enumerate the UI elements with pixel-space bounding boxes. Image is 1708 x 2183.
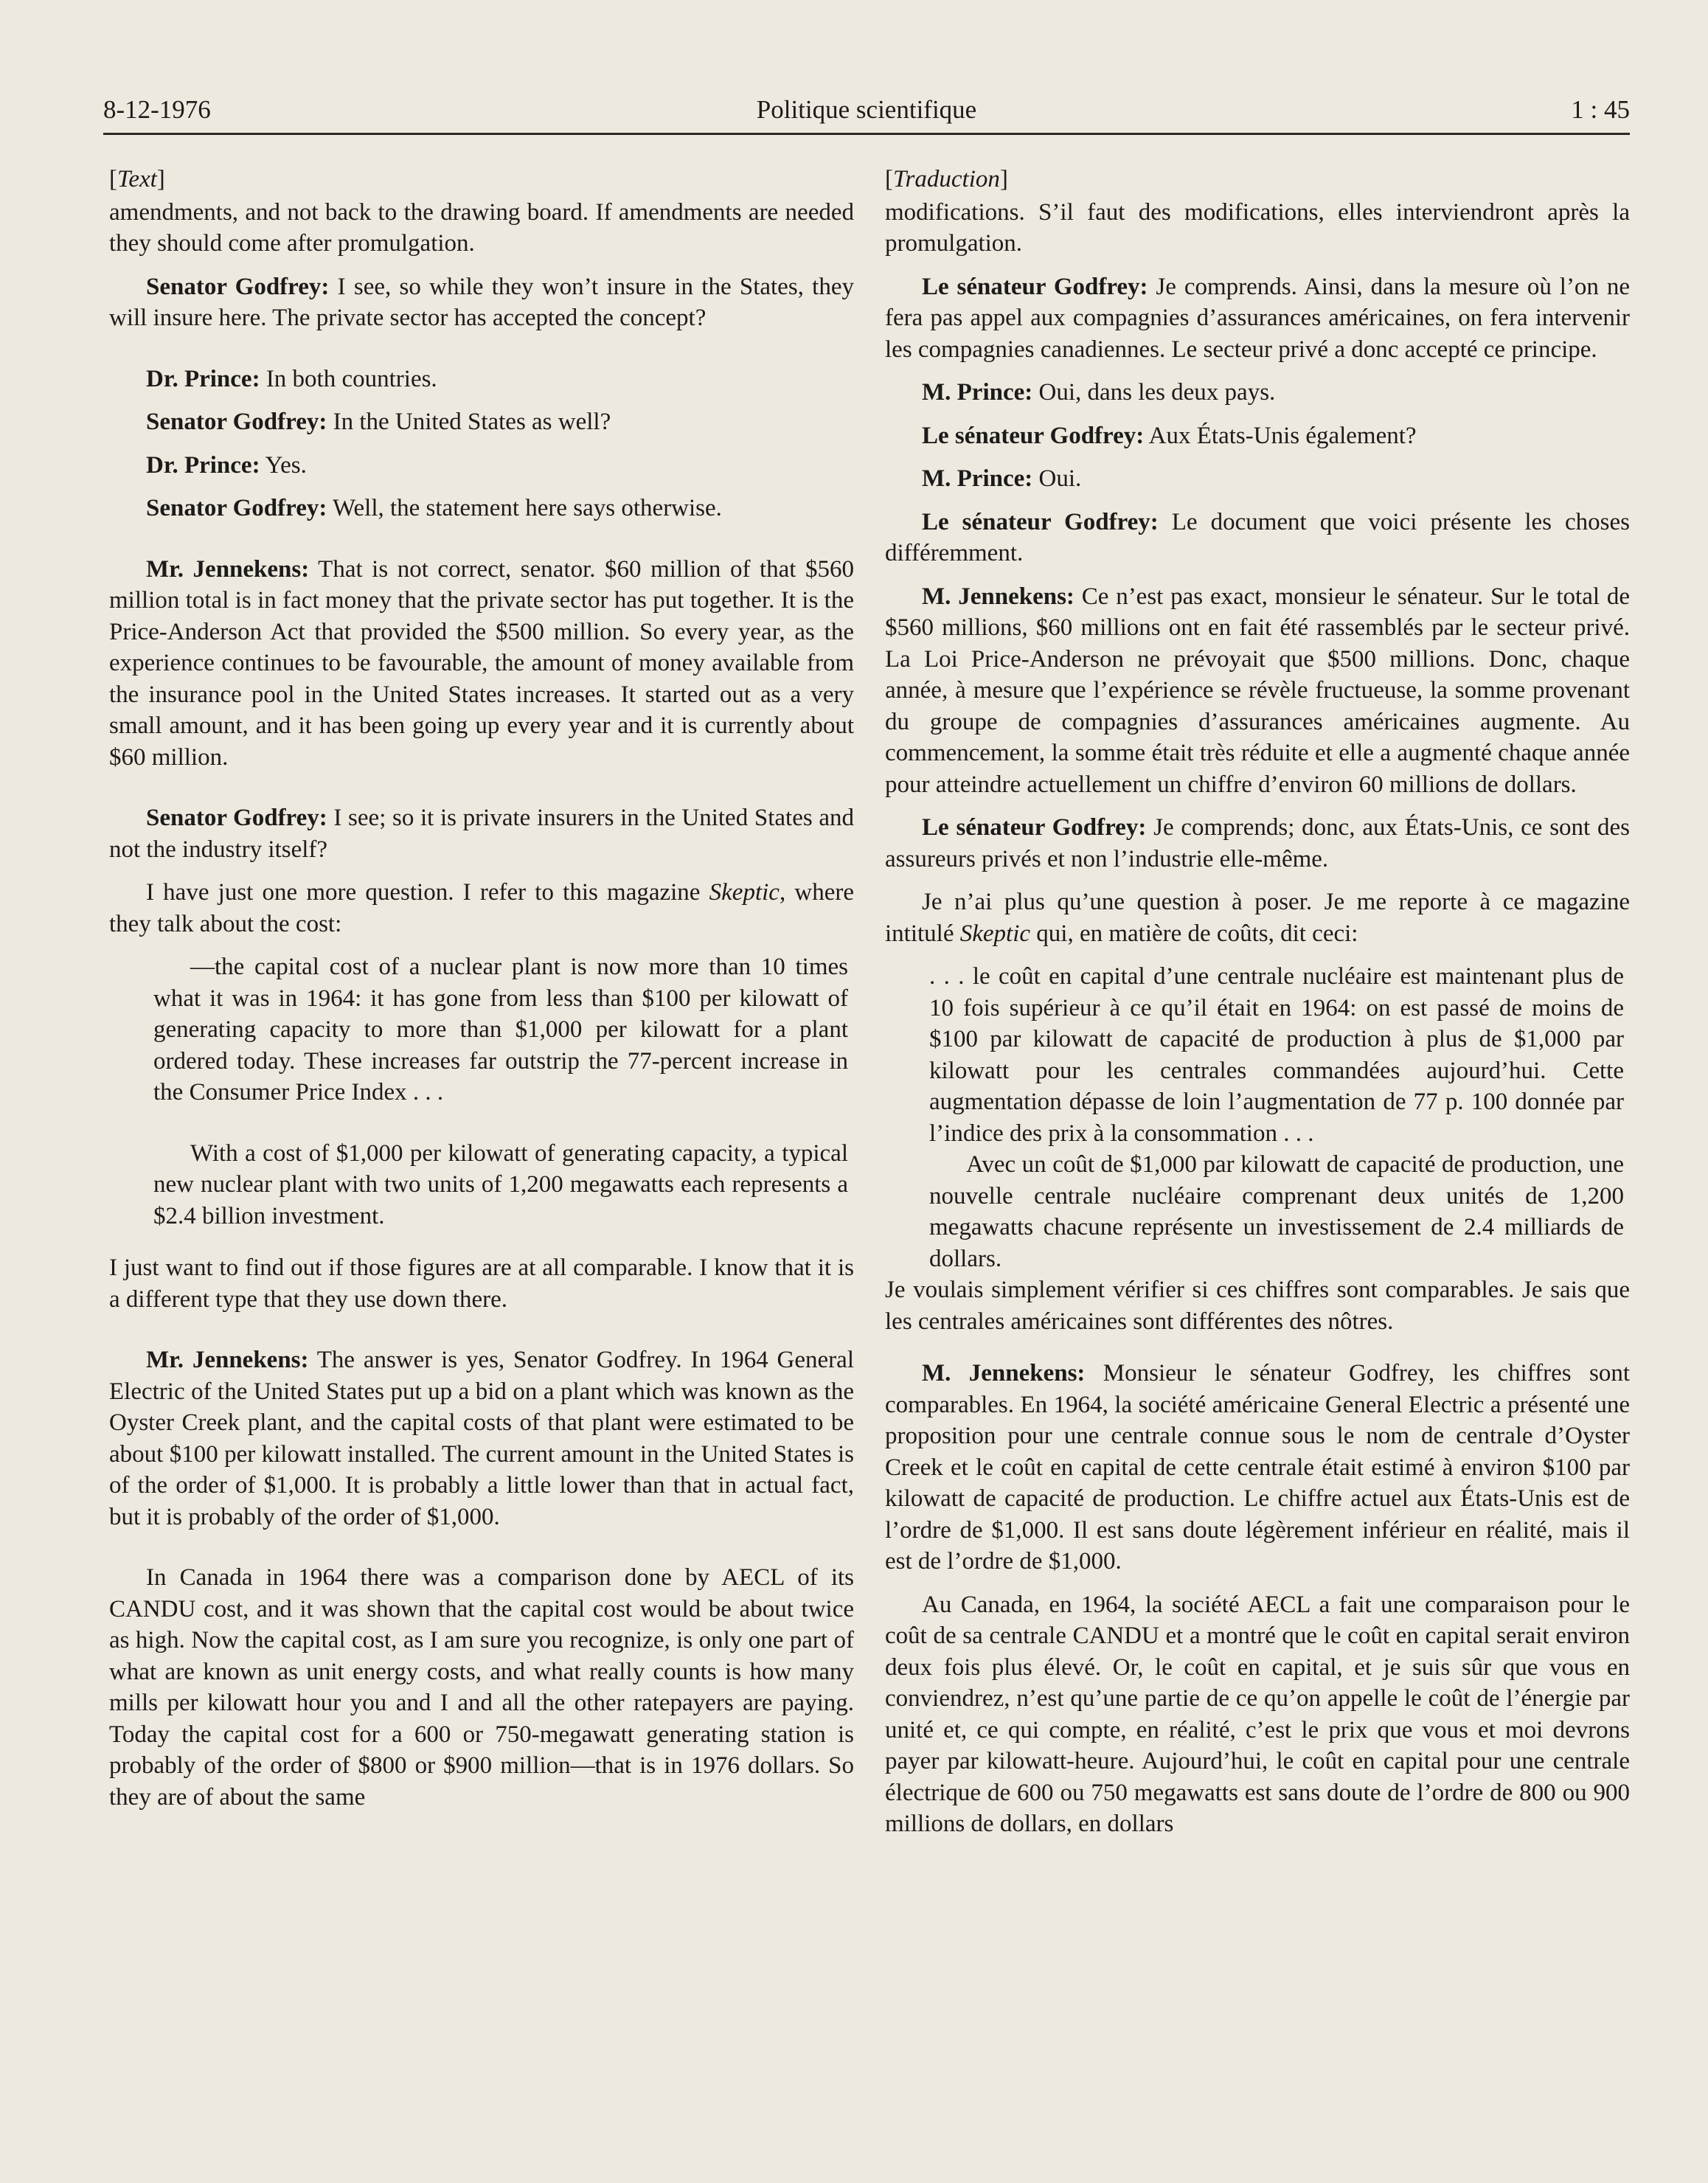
magazine-title: Skeptic xyxy=(709,879,780,906)
speaker-name: Le sénateur Godfrey: xyxy=(922,814,1147,841)
speaker-name: M. Prince: xyxy=(922,465,1033,492)
paragraph: Je n’ai plus qu’une question à poser. Je me reporte à ce magazine intitulé Skeptic qui, en matière de coûts, dit ceci: xyxy=(885,889,1630,947)
speaker-name: M. Jennekens: xyxy=(922,1360,1086,1386)
speaker-name: Senator Godfrey: xyxy=(146,409,327,435)
paragraph: amendments, and not back to the drawing board. If amendments are needed they should come after promulgation. xyxy=(109,198,854,257)
header-title: Politique scientifique xyxy=(756,95,977,124)
paragraph: I just want to find out if those figures are at all comparable. I know that it is a different type that they use down there. xyxy=(109,1254,854,1313)
speaker-name: Le sénateur Godfrey: xyxy=(922,422,1145,449)
running-header xyxy=(103,87,1630,135)
paragraph: Le sénateur Godfrey: Je comprends. Ainsi, dans la mesure où l’on ne fera pas appel aux compagnies d’assurances américaines, on fera intervenir les compagnies canadiennes. Le secteur privé a donc accepté ce principe. xyxy=(885,273,1630,363)
block-quote: . . . le coût en capital d’une centrale nucléaire est maintenant plus de 10 fois supérieur à ce qu’il était en 1964: on est passé de moins de $100 par kilowatt de capacité de production à plus de $1,000 par kilowatt pour les centrales commandées aujourd’hui. Cette augmentation dépasse de loin l’augmentation de 77 p. 100 donnée par l’indice des prix à la consommation . . . xyxy=(929,963,1624,1147)
paragraph: Senator Godfrey: In the United States as well? xyxy=(146,409,611,435)
paragraph: In Canada in 1964 there was a comparison done by AECL of its CANDU cost, and it was shown that the capital cost would be about twice as high. Now the capital cost, as I am sure you recognize, is only one part of what are known as unit energy costs, and what really counts is how many mills per kilowatt hour you and I and all the other ratepayers are paying. Today the capital cost for a 600 or 750-megawatt generating station is probably of the order of $800 or $900 million—that is in 1976 dollars. So they are of about the same xyxy=(109,1564,854,1811)
paragraph: Senator Godfrey: I see; so it is private insurers in the United States and not the industry itself? xyxy=(109,805,854,863)
paragraph: Dr. Prince: In both countries. xyxy=(146,365,437,392)
speaker-name: M. Prince: xyxy=(922,379,1033,406)
speaker-name: Dr. Prince: xyxy=(146,451,260,479)
paragraph: Senator Godfrey: Well, the statement here says otherwise. xyxy=(146,495,722,521)
speaker-name: Senator Godfrey: xyxy=(146,805,327,831)
speaker-name: Mr. Jennekens: xyxy=(146,555,310,583)
speaker-name: M. Jennekens: xyxy=(922,583,1075,610)
speaker-name: Senator Godfrey: xyxy=(146,495,327,521)
speaker-name: Mr. Jennekens: xyxy=(146,1347,309,1373)
paragraph: Mr. Jennekens: The answer is yes, Senator Godfrey. In 1964 General Electric of the United States put up a bid on a plant which was known as the Oyster Creek plant, and the capital costs of that plant were estimated to be about $100 per kilowatt installed. The current amount in the United States is of the order of $1,000. It is probably a little lower than that in actual fact, but it is probably of the order of $1,000. xyxy=(109,1347,854,1530)
paragraph: Le sénateur Godfrey: Aux États-Unis également? xyxy=(922,422,1417,449)
paragraph: Le sénateur Godfrey: Je comprends; donc, aux États-Unis, ce sont des assureurs privés et non l’industrie elle-même. xyxy=(885,814,1630,872)
paragraph: Dr. Prince: Yes. xyxy=(146,451,307,479)
english-column xyxy=(109,164,854,1813)
column-label: [Text] xyxy=(109,166,165,192)
column-label: [Traduction] xyxy=(885,166,1008,192)
header-date: 8-12-1976 xyxy=(103,95,211,124)
paragraph: M. Prince: Oui, dans les deux pays. xyxy=(922,379,1276,406)
page-number: 1 : 45 xyxy=(1571,95,1630,124)
paragraph: I have just one more question. I refer to this magazine Skeptic, where they talk about the cost: xyxy=(109,879,854,937)
speaker-name: Le sénateur Godfrey: xyxy=(922,273,1148,300)
paragraph: Senator Godfrey: I see, so while they won’t insure in the States, they will insure here. The private sector has accepted the concept? xyxy=(109,273,855,331)
paragraph: Mr. Jennekens: That is not correct, senator. $60 million of that $560 million total is in fact money that the private sector has put together. It is the Price-Anderson Act that provided the $500 million. So every year, as the experience continues to be favourable, the amount of money available from the insurance pool in the United States increases. It started out as a very small amount, and it has been going up every year and it is currently about $60 million. xyxy=(109,555,854,771)
block-quote: Avec un coût de $1,000 par kilowatt de capacité de production, une nouvelle centrale nucléaire comprenant deux unités de 1,200 megawatts chacune représente un investissement de 2.4 milliards de dollars. xyxy=(929,1151,1624,1272)
block-quote: With a cost of $1,000 per kilowatt of generating capacity, a typical new nuclear plant with two units of 1,200 megawatts each represents a $2.4 billion investment. xyxy=(153,1139,848,1229)
paragraph: Au Canada, en 1964, la société AECL a fait une comparaison pour le coût de sa centrale CANDU et a montré que le coût en capital serait environ deux fois plus élevé. Or, le coût en capital, et je suis sûr que vous en conviendrez, n’est qu’une partie de ce qu’on appelle le coût de l’énergie par unité et, ce qui compte, en réalité, c’est le prix que vous et moi devrons payer par kilowatt-heure. Aujourd’hui, le coût en capital pour une centrale électrique de 600 ou 750 megawatts est sans doute de l’ordre de 800 ou 900 millions de dollars, en dollars xyxy=(885,1591,1630,1837)
paragraph: Je voulais simplement vérifier si ces chiffres sont comparables. Je sais que les centrales américaines sont différentes des nôtres. xyxy=(885,1277,1630,1335)
magazine-title: Skeptic xyxy=(959,920,1031,947)
speaker-name: Le sénateur Godfrey: xyxy=(922,508,1159,535)
french-column xyxy=(885,164,1630,1840)
block-quote: —the capital cost of a nuclear plant is now more than 10 times what it was in 1964: it has gone from less than $100 per kilowatt of generating capacity to more than $1,000 per kilowatt for a plant ordered today. These increases far outstrip the 77-percent increase in the Consumer Price Index . . . xyxy=(153,954,848,1106)
paragraph: Le sénateur Godfrey: Le document que voici présente les choses différemment. xyxy=(885,508,1630,566)
paragraph: modifications. S’il faut des modifications, elles interviendront après la promulgation. xyxy=(885,198,1630,257)
paragraph: M. Jennekens: Ce n’est pas exact, monsieur le sénateur. Sur le total de $560 millions, $60 millions ont en fait été rassemblés par le secteur privé. La Loi Price-Anderson ne prévoyait que $500 millions. Donc, chaque année, à mesure que l’expérience se révèle fructueuse, la somme provenant du groupe de compagnies d’assurances américaines augmente. Au commencement, la somme était très réduite et elle a augmenté chaque année pour atteindre actuellement un chiffre d’environ 60 millions de dollars. xyxy=(885,583,1630,798)
speaker-name: Dr. Prince: xyxy=(146,365,260,392)
speaker-name: Senator Godfrey: xyxy=(146,273,330,300)
paragraph: M. Jennekens: Monsieur le sénateur Godfrey, les chiffres sont comparables. En 1964, la société américaine General Electric a présenté une proposition pour une centrale connue sous le nom de centrale d’Oyster Creek et le coût en capital de cette centrale était estimé à environ $100 par kilowatt de capacité de production. Le chiffre actuel aux États-Unis est de l’ordre de $1,000. Il est sans doute légèrement inférieur en réalité, mais il est de l’ordre de $1,000. xyxy=(885,1360,1630,1575)
paragraph: M. Prince: Oui. xyxy=(922,465,1082,492)
